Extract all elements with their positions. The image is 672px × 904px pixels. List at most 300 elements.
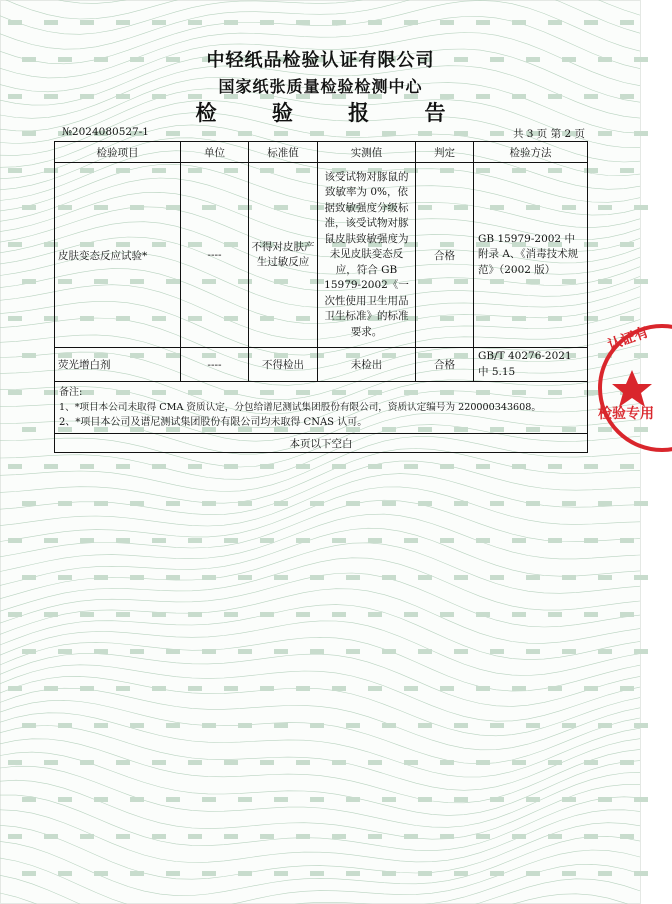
security-mark — [454, 797, 468, 802]
security-wave-line — [0, 836, 640, 895]
security-mark — [80, 464, 94, 469]
security-mark — [332, 760, 346, 765]
security-mark — [620, 242, 634, 247]
security-mark — [8, 464, 22, 469]
security-mark — [116, 20, 130, 25]
security-mark — [238, 871, 252, 876]
blank-below-notice: 本页以下空白 — [55, 434, 588, 453]
security-mark — [562, 649, 576, 654]
security-mark — [562, 797, 576, 802]
security-mark — [382, 575, 396, 580]
security-mark — [418, 797, 432, 802]
security-mark — [368, 538, 382, 543]
security-mark — [44, 760, 58, 765]
security-wave-line — [0, 573, 640, 627]
security-mark — [454, 871, 468, 876]
security-mark — [598, 501, 612, 506]
security-mark — [22, 649, 36, 654]
security-mark — [476, 538, 490, 543]
security-wave-line — [0, 543, 640, 599]
security-mark — [404, 538, 418, 543]
security-mark — [44, 464, 58, 469]
security-mark — [562, 723, 576, 728]
security-mark — [368, 686, 382, 691]
security-mark — [382, 723, 396, 728]
security-mark — [598, 131, 612, 136]
security-mark — [224, 686, 238, 691]
security-mark — [310, 649, 324, 654]
security-mark — [188, 20, 202, 25]
security-wave-line — [0, 688, 640, 750]
security-mark — [490, 131, 504, 136]
security-mark — [310, 797, 324, 802]
security-mark — [22, 427, 36, 432]
security-mark — [94, 723, 108, 728]
security-mark — [94, 797, 108, 802]
security-mark — [440, 760, 454, 765]
cell-unit: ---- — [181, 163, 249, 348]
security-mark — [8, 242, 22, 247]
security-mark — [296, 464, 310, 469]
security-mark — [382, 501, 396, 506]
security-mark — [296, 538, 310, 543]
note-line-2: 2、*项目本公司及谱尼测试集团股份有限公司均未取得 CNAS 认可。 — [59, 417, 368, 428]
security-mark — [368, 612, 382, 617]
security-mark — [310, 723, 324, 728]
security-mark — [152, 538, 166, 543]
security-mark — [8, 538, 22, 543]
security-mark — [238, 649, 252, 654]
security-wave-line — [0, 500, 640, 557]
header-method: 检验方法 — [474, 142, 588, 163]
security-mark — [166, 797, 180, 802]
security-mark — [94, 649, 108, 654]
security-mark — [8, 168, 22, 173]
header-measured: 实测值 — [318, 142, 416, 163]
security-mark — [454, 723, 468, 728]
security-mark — [238, 797, 252, 802]
header-unit: 单位 — [181, 142, 249, 163]
security-mark — [202, 797, 216, 802]
security-mark — [418, 649, 432, 654]
security-mark — [116, 464, 130, 469]
security-mark — [44, 538, 58, 543]
security-mark — [80, 20, 94, 25]
security-mark — [274, 575, 288, 580]
security-mark — [512, 686, 526, 691]
security-mark — [130, 575, 144, 580]
security-mark — [490, 575, 504, 580]
cell-measured: 未检出 — [318, 348, 416, 382]
security-wave-line — [0, 0, 640, 49]
security-mark — [562, 575, 576, 580]
security-mark — [620, 760, 634, 765]
security-mark — [202, 649, 216, 654]
security-wave-line — [0, 474, 640, 526]
security-mark — [526, 575, 540, 580]
security-mark — [202, 723, 216, 728]
report-title: 检 验 报 告 — [195, 100, 470, 125]
security-mark — [188, 834, 202, 839]
security-mark — [116, 612, 130, 617]
security-mark — [58, 797, 72, 802]
security-mark — [130, 501, 144, 506]
cell-item: 荧光增白剂 — [55, 348, 181, 382]
security-mark — [548, 612, 562, 617]
results-table — [54, 141, 588, 453]
security-mark — [238, 131, 252, 136]
seal-star-icon — [612, 370, 652, 407]
security-mark — [130, 649, 144, 654]
security-wave-line — [0, 700, 640, 764]
table-header-row — [55, 142, 588, 163]
security-mark — [440, 538, 454, 543]
notes-row — [55, 382, 588, 434]
security-mark — [418, 723, 432, 728]
security-mark — [598, 797, 612, 802]
security-mark — [634, 797, 648, 802]
security-mark — [598, 575, 612, 580]
security-mark — [224, 538, 238, 543]
security-mark — [440, 20, 454, 25]
security-mark — [44, 20, 58, 25]
security-mark — [94, 575, 108, 580]
security-mark — [296, 760, 310, 765]
security-wave-line — [0, 621, 640, 676]
security-mark — [274, 723, 288, 728]
security-wave-line — [0, 739, 640, 803]
security-mark — [238, 575, 252, 580]
security-mark — [296, 834, 310, 839]
footer-row — [55, 434, 588, 453]
security-mark — [440, 834, 454, 839]
security-mark — [584, 686, 598, 691]
security-mark — [310, 501, 324, 506]
security-mark — [116, 834, 130, 839]
notes-cell — [55, 382, 588, 434]
cell-method: GB 15979-2002 中附录 A、《消毒技术规范》（2002 版） — [474, 163, 588, 348]
security-mark — [58, 501, 72, 506]
security-mark — [584, 538, 598, 543]
security-mark — [526, 797, 540, 802]
security-mark — [584, 464, 598, 469]
security-mark — [562, 871, 576, 876]
security-mark — [296, 686, 310, 691]
security-mark — [260, 834, 274, 839]
security-mark — [8, 612, 22, 617]
security-mark — [202, 575, 216, 580]
official-seal — [592, 318, 672, 458]
security-mark — [620, 538, 634, 543]
security-mark — [598, 871, 612, 876]
security-wave-line — [0, 654, 640, 707]
security-mark — [188, 612, 202, 617]
security-mark — [94, 501, 108, 506]
security-mark — [634, 205, 648, 210]
security-mark — [260, 686, 274, 691]
cell-standard: 不得检出 — [249, 348, 318, 382]
security-mark — [116, 686, 130, 691]
security-mark — [166, 723, 180, 728]
security-mark — [490, 871, 504, 876]
security-mark — [332, 612, 346, 617]
security-mark — [368, 760, 382, 765]
security-mark — [404, 612, 418, 617]
security-mark — [548, 834, 562, 839]
security-mark — [260, 538, 274, 543]
security-mark — [58, 649, 72, 654]
security-mark — [274, 649, 288, 654]
cell-judgement: 合格 — [416, 348, 474, 382]
security-mark — [476, 464, 490, 469]
security-mark — [490, 723, 504, 728]
security-mark — [22, 131, 36, 136]
security-wave-line — [0, 850, 640, 904]
security-mark — [224, 760, 238, 765]
security-mark — [526, 871, 540, 876]
security-mark — [418, 131, 432, 136]
security-mark — [634, 279, 648, 284]
security-mark — [526, 649, 540, 654]
security-mark — [188, 760, 202, 765]
security-mark — [22, 353, 36, 358]
cell-method: GB/T 40276-2021 中 5.15 — [474, 348, 588, 382]
security-mark — [44, 686, 58, 691]
security-mark — [166, 131, 180, 136]
security-mark — [152, 464, 166, 469]
security-mark — [22, 575, 36, 580]
security-mark — [22, 205, 36, 210]
security-mark — [346, 131, 360, 136]
security-mark — [22, 501, 36, 506]
security-mark — [418, 575, 432, 580]
security-mark — [58, 575, 72, 580]
security-mark — [548, 20, 562, 25]
security-mark — [152, 20, 166, 25]
security-mark — [8, 316, 22, 321]
header-item: 检验项目 — [55, 142, 181, 163]
table-row — [55, 163, 588, 348]
security-mark — [418, 501, 432, 506]
cell-item: 皮肤变态反应试验* — [55, 163, 181, 348]
security-mark — [404, 20, 418, 25]
security-mark — [404, 760, 418, 765]
security-mark — [476, 834, 490, 839]
security-mark — [166, 649, 180, 654]
security-mark — [418, 871, 432, 876]
security-mark — [512, 834, 526, 839]
security-mark — [368, 464, 382, 469]
security-mark — [368, 834, 382, 839]
cell-measured: 该受试物对豚鼠的致敏率为 0%，依据致敏强度分级标准，该受试物对豚鼠皮肤致敏强度为未见皮肤变态反应，符合 GB 15979-2002《一次性使用卫生用品卫生标准》的标准要求。 — [318, 163, 416, 348]
security-mark — [58, 871, 72, 876]
security-wave-line — [0, 726, 640, 791]
security-mark — [634, 649, 648, 654]
security-mark — [382, 797, 396, 802]
security-mark — [346, 723, 360, 728]
security-mark — [274, 871, 288, 876]
security-mark — [188, 464, 202, 469]
security-mark — [310, 871, 324, 876]
security-mark — [548, 760, 562, 765]
security-mark — [22, 723, 36, 728]
security-mark — [80, 760, 94, 765]
security-mark — [512, 612, 526, 617]
security-mark — [382, 649, 396, 654]
security-mark — [382, 131, 396, 136]
security-mark — [260, 760, 274, 765]
security-mark — [454, 575, 468, 580]
security-mark — [310, 131, 324, 136]
seal-text-bottom: 检验专用 — [598, 406, 654, 422]
security-mark — [202, 871, 216, 876]
security-mark — [598, 279, 612, 284]
security-mark — [152, 834, 166, 839]
security-mark — [130, 797, 144, 802]
security-mark — [512, 538, 526, 543]
security-mark — [94, 871, 108, 876]
security-mark — [598, 205, 612, 210]
page-indicator: 共 3 页 第 2 页 — [512, 128, 585, 140]
security-wave-line — [0, 713, 640, 777]
security-mark — [260, 20, 274, 25]
security-mark — [188, 686, 202, 691]
security-wave-line — [0, 0, 640, 34]
security-mark — [296, 20, 310, 25]
header-judgement: 判定 — [416, 142, 474, 163]
center-name: 国家纸张质量检验检测中心 — [218, 77, 423, 96]
security-mark — [152, 686, 166, 691]
security-mark — [454, 649, 468, 654]
security-mark — [634, 871, 648, 876]
security-mark — [476, 612, 490, 617]
security-mark — [8, 20, 22, 25]
security-mark — [634, 575, 648, 580]
security-mark — [224, 464, 238, 469]
security-mark — [8, 686, 22, 691]
security-wave-line — [0, 637, 640, 691]
security-mark — [332, 834, 346, 839]
security-mark — [274, 501, 288, 506]
security-mark — [8, 760, 22, 765]
security-mark — [260, 612, 274, 617]
security-mark — [296, 612, 310, 617]
security-mark — [260, 464, 274, 469]
security-mark — [620, 20, 634, 25]
security-mark — [598, 723, 612, 728]
security-mark — [238, 723, 252, 728]
security-mark — [634, 723, 648, 728]
security-wave-line — [0, 795, 640, 851]
security-wave-line — [0, 864, 640, 904]
security-mark — [526, 501, 540, 506]
security-wave-line — [0, 752, 640, 815]
security-mark — [476, 686, 490, 691]
security-mark — [332, 686, 346, 691]
security-mark — [44, 612, 58, 617]
security-mark — [548, 464, 562, 469]
cell-judgement: 合格 — [416, 163, 474, 348]
security-mark — [634, 501, 648, 506]
security-mark — [440, 686, 454, 691]
security-mark — [476, 760, 490, 765]
security-mark — [490, 797, 504, 802]
security-mark — [584, 20, 598, 25]
security-wave-line — [0, 665, 640, 721]
security-mark — [332, 20, 346, 25]
security-mark — [188, 538, 202, 543]
security-mark — [454, 501, 468, 506]
security-mark — [490, 501, 504, 506]
security-mark — [22, 871, 36, 876]
security-mark — [598, 649, 612, 654]
security-mark — [80, 834, 94, 839]
security-mark — [404, 686, 418, 691]
note-line-1: 1、*项目本公司未取得 CMA 资质认定，分包给谱尼测试集团股份有限公司，资质认定编号为 220000343608。 — [59, 402, 541, 413]
security-mark — [548, 686, 562, 691]
security-mark — [346, 649, 360, 654]
security-mark — [404, 834, 418, 839]
security-mark — [8, 390, 22, 395]
security-mark — [584, 612, 598, 617]
security-mark — [310, 575, 324, 580]
security-mark — [368, 20, 382, 25]
cell-standard: 不得对皮肤产生过敏反应 — [249, 163, 318, 348]
report-number: №2024080527-1 — [62, 126, 149, 138]
security-mark — [620, 686, 634, 691]
security-mark — [22, 279, 36, 284]
security-mark — [274, 131, 288, 136]
security-mark — [22, 797, 36, 802]
security-mark — [620, 612, 634, 617]
security-mark — [584, 834, 598, 839]
security-mark — [332, 464, 346, 469]
security-mark — [130, 723, 144, 728]
security-mark — [346, 575, 360, 580]
security-mark — [454, 131, 468, 136]
security-mark — [346, 871, 360, 876]
security-mark — [130, 871, 144, 876]
security-mark — [440, 464, 454, 469]
security-mark — [620, 464, 634, 469]
security-mark — [116, 760, 130, 765]
security-mark — [620, 168, 634, 173]
security-mark — [274, 797, 288, 802]
security-mark — [634, 131, 648, 136]
security-wave-line — [0, 589, 640, 644]
security-wave-line — [0, 461, 640, 515]
security-wave-line — [0, 0, 640, 3]
security-mark — [512, 464, 526, 469]
security-mark — [166, 871, 180, 876]
security-mark — [584, 760, 598, 765]
company-name: 中轻纸品检验认证有限公司 — [206, 50, 435, 71]
security-mark — [166, 501, 180, 506]
security-mark — [440, 612, 454, 617]
security-wave-line — [0, 879, 640, 904]
security-mark — [490, 649, 504, 654]
security-mark — [476, 20, 490, 25]
security-mark — [44, 834, 58, 839]
table-row — [55, 348, 588, 382]
security-mark — [152, 612, 166, 617]
security-mark — [80, 538, 94, 543]
security-mark — [526, 723, 540, 728]
security-mark — [224, 20, 238, 25]
security-mark — [8, 834, 22, 839]
security-mark — [152, 760, 166, 765]
security-mark — [404, 464, 418, 469]
